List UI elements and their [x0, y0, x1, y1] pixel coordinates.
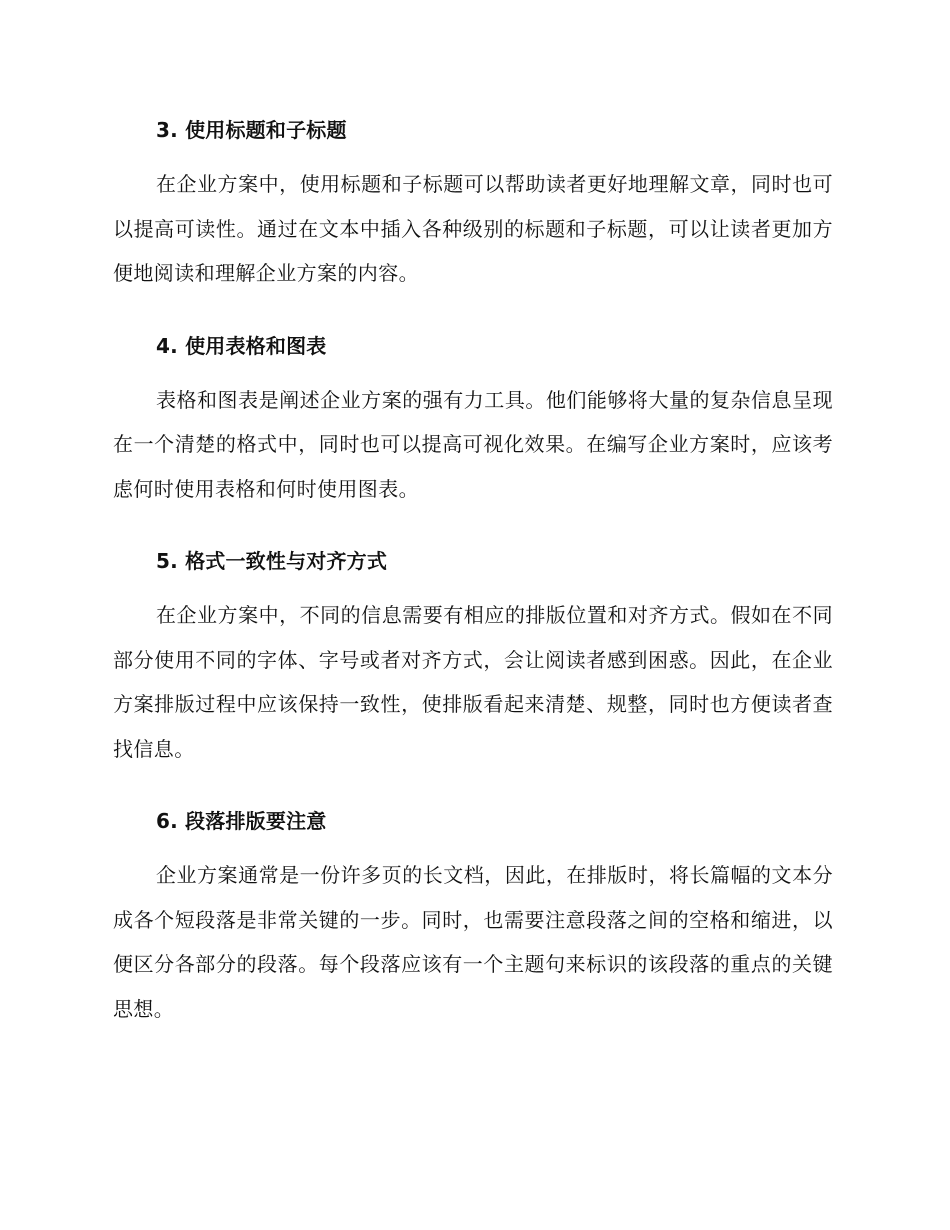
section-paragraph: 在企业方案中，使用标题和子标题可以帮助读者更好地理解文章，同时也可以提高可读性。通过在文本中插入各种级别的标题和子标题，可以让读者更加方便地阅读和理解企业方案的内容。	[113, 172, 833, 285]
section-paragraph: 企业方案通常是一份许多页的长文档，因此，在排版时，将长篇幅的文本分成各个短段落是非常关键的一步。同时，也需要注意段落之间的空格和缩进，以便区分各部分的段落。每个段落应该有一个主题句来标识的该段落的重点的关键思想。	[113, 863, 833, 1021]
section-heading: 5. 格式一致性与对齐方式	[156, 549, 388, 573]
section-6	[113, 801, 833, 1031]
section-3	[113, 110, 833, 296]
section-heading: 6. 段落排版要注意	[156, 809, 327, 833]
document-body	[113, 110, 833, 1061]
section-paragraph: 表格和图表是阐述企业方案的强有力工具。他们能够将大量的复杂信息呈现在一个清楚的格式中，同时也可以提高可视化效果。在编写企业方案时，应该考虑何时使用表格和何时使用图表。	[113, 387, 833, 501]
section-5	[113, 541, 833, 771]
section-heading: 4. 使用表格和图表	[156, 333, 327, 358]
section-heading: 3. 使用标题和子标题	[156, 118, 347, 142]
section-4	[113, 326, 833, 512]
section-paragraph: 在企业方案中，不同的信息需要有相应的排版位置和对齐方式。假如在不同部分使用不同的字体、字号或者对齐方式，会让阅读者感到困惑。因此，在企业方案排版过程中应该保持一致性，使排版看起来清楚、规整，同时也方便读者查找信息。	[113, 603, 833, 761]
